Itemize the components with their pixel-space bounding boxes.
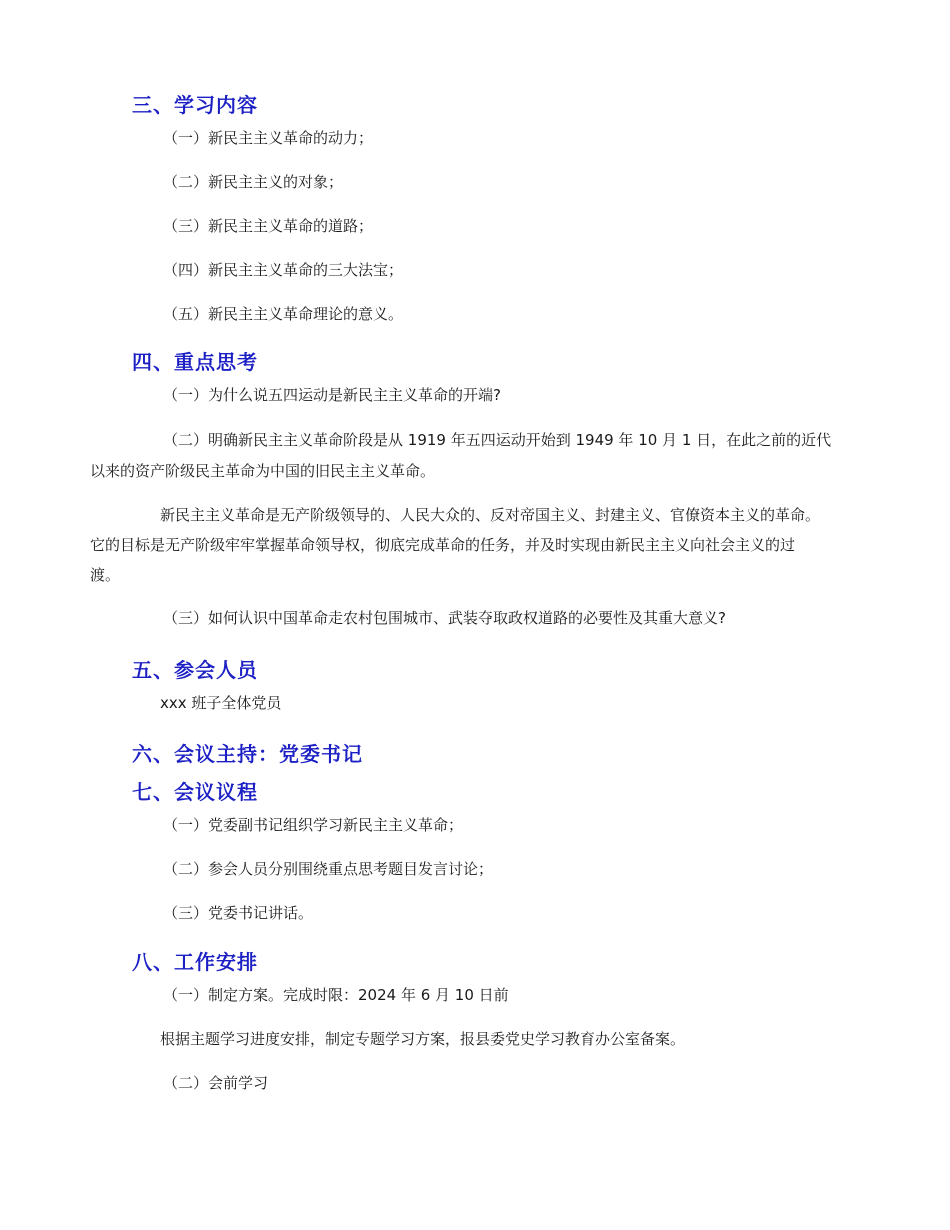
paragraph-line-1: 新民主主义革命是无产阶级领导的、人民大众的、反对帝国主义、封建主义、官僚资本主义的革命。 xyxy=(160,506,821,524)
question-2-line-1: （二）明确新民主主义革命阶段是从 1919 年五四运动开始到 1949 年 10 月 1 日，在此之前的近代 xyxy=(163,431,832,449)
list-item: （五）新民主主义革命理论的意义。 xyxy=(163,305,404,323)
question-1: （一）为什么说五四运动是新民主主义革命的开端? xyxy=(163,386,501,404)
list-item: （一）新民主主义革命的动力； xyxy=(163,129,374,147)
section-heading-key-thinking: 四、重点思考 xyxy=(132,350,258,374)
list-item: （二）新民主主义的对象； xyxy=(163,173,344,191)
section-heading-study-content: 三、学习内容 xyxy=(132,93,258,117)
attendees-text: xxx 班子全体党员 xyxy=(160,694,282,712)
list-item: （二）会前学习 xyxy=(163,1074,269,1092)
list-item: （二）参会人员分别围绕重点思考题目发言讨论； xyxy=(163,860,494,878)
question-2-line-2: 以来的资产阶级民主革命为中国的旧民主主义革命。 xyxy=(90,462,436,480)
list-item: （三）新民主主义革命的道路； xyxy=(163,217,374,235)
list-item: （三）党委书记讲话。 xyxy=(163,904,314,922)
paragraph-line-2: 它的目标是无产阶级牢牢掌握革命领导权，彻底完成革命的任务，并及时实现由新民主主义向社会主义的过 xyxy=(90,536,796,554)
section-heading-host: 六、会议主持：党委书记 xyxy=(132,742,363,766)
section-heading-work-arrangement: 八、工作安排 xyxy=(132,950,258,974)
list-item: （四）新民主主义革命的三大法宝； xyxy=(163,261,404,279)
paragraph: 根据主题学习进度安排，制定专题学习方案，报县委党史学习教育办公室备案。 xyxy=(160,1030,686,1048)
list-item: （一）党委副书记组织学习新民主主义革命； xyxy=(163,816,464,834)
list-item: （一）制定方案。完成时限：2024 年 6 月 10 日前 xyxy=(163,986,509,1004)
paragraph-line-3: 渡。 xyxy=(90,566,121,584)
section-heading-agenda: 七、会议议程 xyxy=(132,780,258,804)
section-heading-attendees: 五、参会人员 xyxy=(132,658,258,682)
question-3: （三）如何认识中国革命走农村包围城市、武装夺取政权道路的必要性及其重大意义? xyxy=(163,609,726,627)
